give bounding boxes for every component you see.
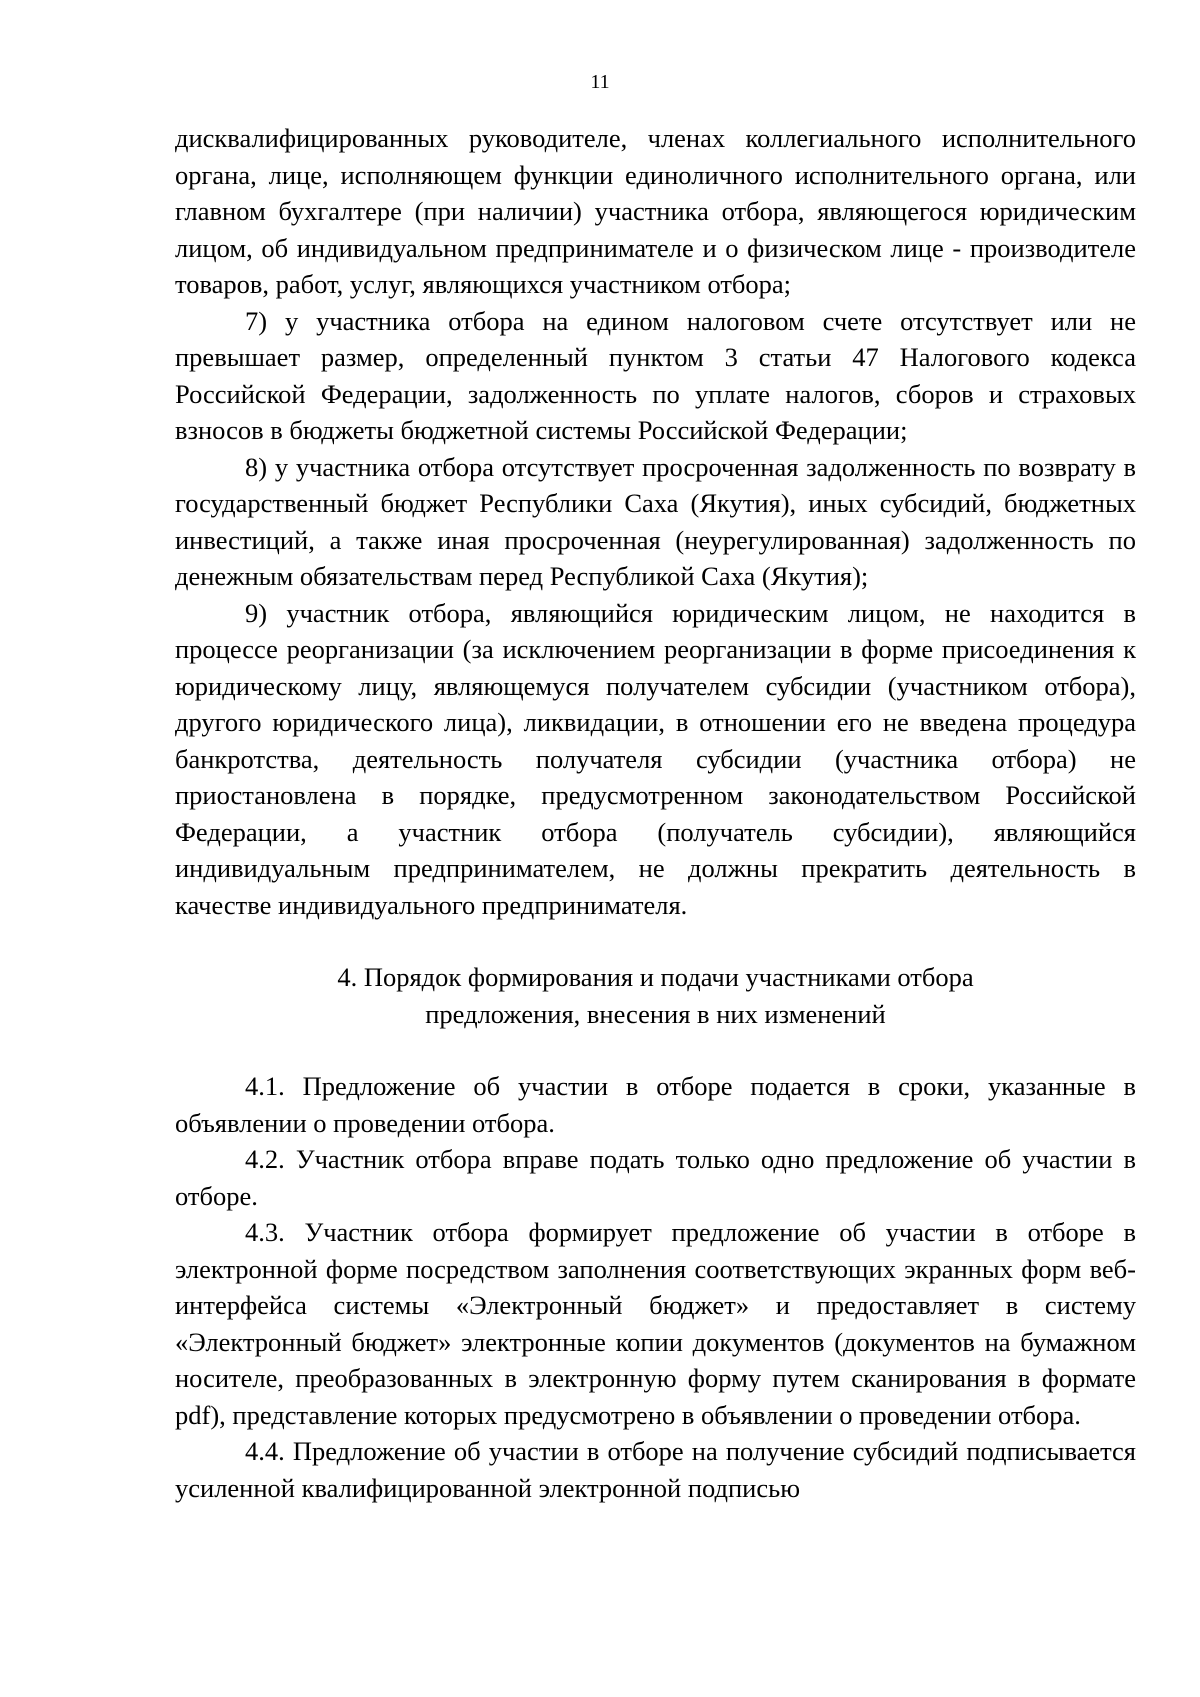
paragraph-item-8: 8) у участника отбора отсутствует просроченная задолженность по возврату в государственный бюджет Республики Саха (Якутия), иных субсидий, бюджетных инвестиций, а также иная просроченная (неурегулированная) задолженность по денежным обязательствам перед Республикой Саха (Якутия);: [175, 451, 1136, 591]
document-body: [175, 120, 1136, 1506]
paragraph-4-2: 4.2. Участник отбора вправе подать только одно предложение об участии в отборе.: [175, 1144, 1136, 1211]
section-heading-line-2: предложения, внесения в них изменений: [425, 998, 886, 1029]
paragraph-continuation: дисквалифицированных руководителе, членах коллегиального исполнительного органа, лице, исполняющем функции единоличного исполнительного органа, или главном бухгалтере (при наличии) участника отбора, являющегося юридическим лицом, об индивидуальном предпринимателе и о физическом лице - производителе товаров, работ, услуг, являющихся участником отбора;: [175, 123, 1136, 299]
paragraph-4-4: 4.4. Предложение об участии в отборе на получение субсидий подписывается усиленной квалифицированной электронной подписью: [175, 1436, 1136, 1503]
spacer: [175, 923, 1136, 959]
page-number: 11: [590, 71, 610, 93]
paragraph-item-7: 7) у участника отбора на едином налоговом счете отсутствует или не превышает размер, определенный пунктом 3 статьи 47 Налогового кодекса Российской Федерации, задолженность по уплате налогов, сборов и страховых взносов в бюджеты бюджетной системы Российской Федерации;: [175, 305, 1136, 445]
paragraph-item-9: 9) участник отбора, являющийся юридическим лицом, не находится в процессе реорганизации (за исключением реорганизации в форме присоединения к юридическому лицу, являющемуся получателем субсидии (участником отбора), другого юридического лица), ликвидации, в отношении его не введена процедура банкротства, деятельность получателя субсидии (участника отбора) не приостановлена в порядке, предусмотренном законодательством Российской Федерации, а участник отбора (получатель субсидии), являющийся индивидуальным предпринимателем, не должны прекратить деятельность в качестве индивидуального предпринимателя.: [175, 597, 1136, 920]
section-heading-line-1: 4. Порядок формирования и подачи участниками отбора: [337, 962, 974, 992]
paragraph-4-3: 4.3. Участник отбора формирует предложение об участии в отборе в электронной форме посредством заполнения соответствующих экранных форм веб-интерфейса системы «Электронный бюджет» и предоставляет в систему «Электронный бюджет» электронные копии документов (документов на бумажном носителе, преобразованных в электронную форму путем сканирования в формате pdf), представление которых предусмотрено в объявлении о проведении отбора.: [175, 1217, 1136, 1430]
spacer: [175, 1032, 1136, 1068]
paragraph-4-1: 4.1. Предложение об участии в отборе подается в сроки, указанные в объявлении о проведении отбора.: [175, 1071, 1136, 1138]
